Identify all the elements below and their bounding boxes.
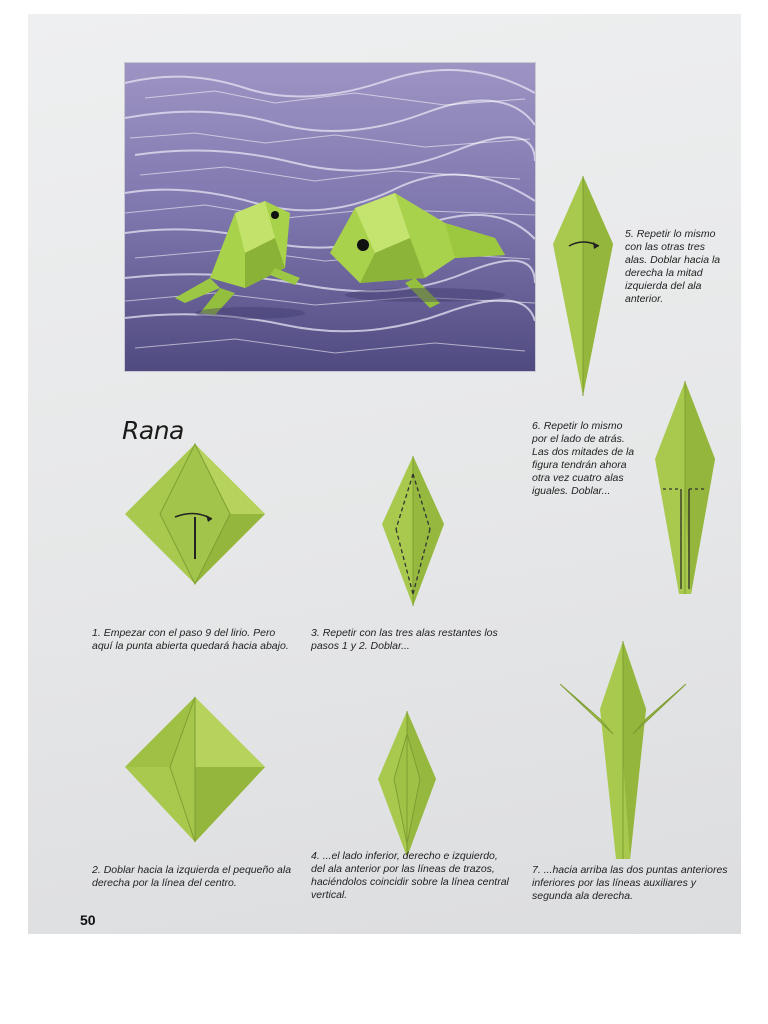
step-number: 2.	[92, 864, 101, 876]
step3-caption	[311, 627, 519, 653]
step-number: 7.	[532, 864, 541, 876]
book-page	[28, 14, 741, 934]
step-number: 4.	[311, 850, 320, 862]
step-text: Empezar con el paso 9 del lirio. Pero aquí la punta abierta quedará hacia abajo.	[92, 627, 289, 652]
step2-caption	[92, 864, 324, 890]
step-number: 5.	[625, 228, 634, 240]
step-text: ...el lado inferior, derecho e izquierdo, del ala anterior por las líneas de trazos, haciéndolos coincidir sobre la línea central vertical.	[311, 850, 509, 901]
step-text: Doblar hacia la izquierda el pequeño ala derecha por la línea del centro.	[92, 864, 292, 889]
step7-caption	[532, 864, 737, 903]
step-text: Repetir lo mismo con las otras tres alas. Doblar hacia la derecha la mitad izquierda del ala anterior.	[625, 228, 721, 305]
step1-caption	[92, 627, 297, 653]
step-text: ...hacia arriba las dos puntas anteriores inferiores por las líneas auxiliares y segunda ala derecha.	[532, 864, 728, 902]
step5-figure	[551, 174, 615, 399]
step7-figure	[558, 639, 688, 864]
step3-figure	[378, 454, 448, 609]
step-text: Repetir con las tres alas restantes los pasos 1 y 2. Doblar...	[311, 627, 498, 652]
step-number: 1.	[92, 627, 101, 639]
step2-figure	[120, 692, 270, 842]
page-number: 50	[80, 912, 96, 928]
step6-caption	[532, 420, 638, 498]
step6-figure	[653, 379, 717, 599]
step5-caption	[625, 228, 728, 306]
step-text: Repetir lo mismo por el lado de atrás. Las dos mitades de la figura tendrán ahora otra vez cuatro alas iguales. Doblar...	[532, 420, 635, 497]
step-number: 6.	[532, 420, 541, 432]
step4-caption	[311, 850, 511, 902]
page-title: Rana	[122, 416, 184, 445]
step-number: 3.	[311, 627, 320, 639]
step1-figure	[120, 439, 270, 589]
origami-frogs-photo	[124, 62, 536, 372]
step4-figure	[376, 709, 438, 859]
